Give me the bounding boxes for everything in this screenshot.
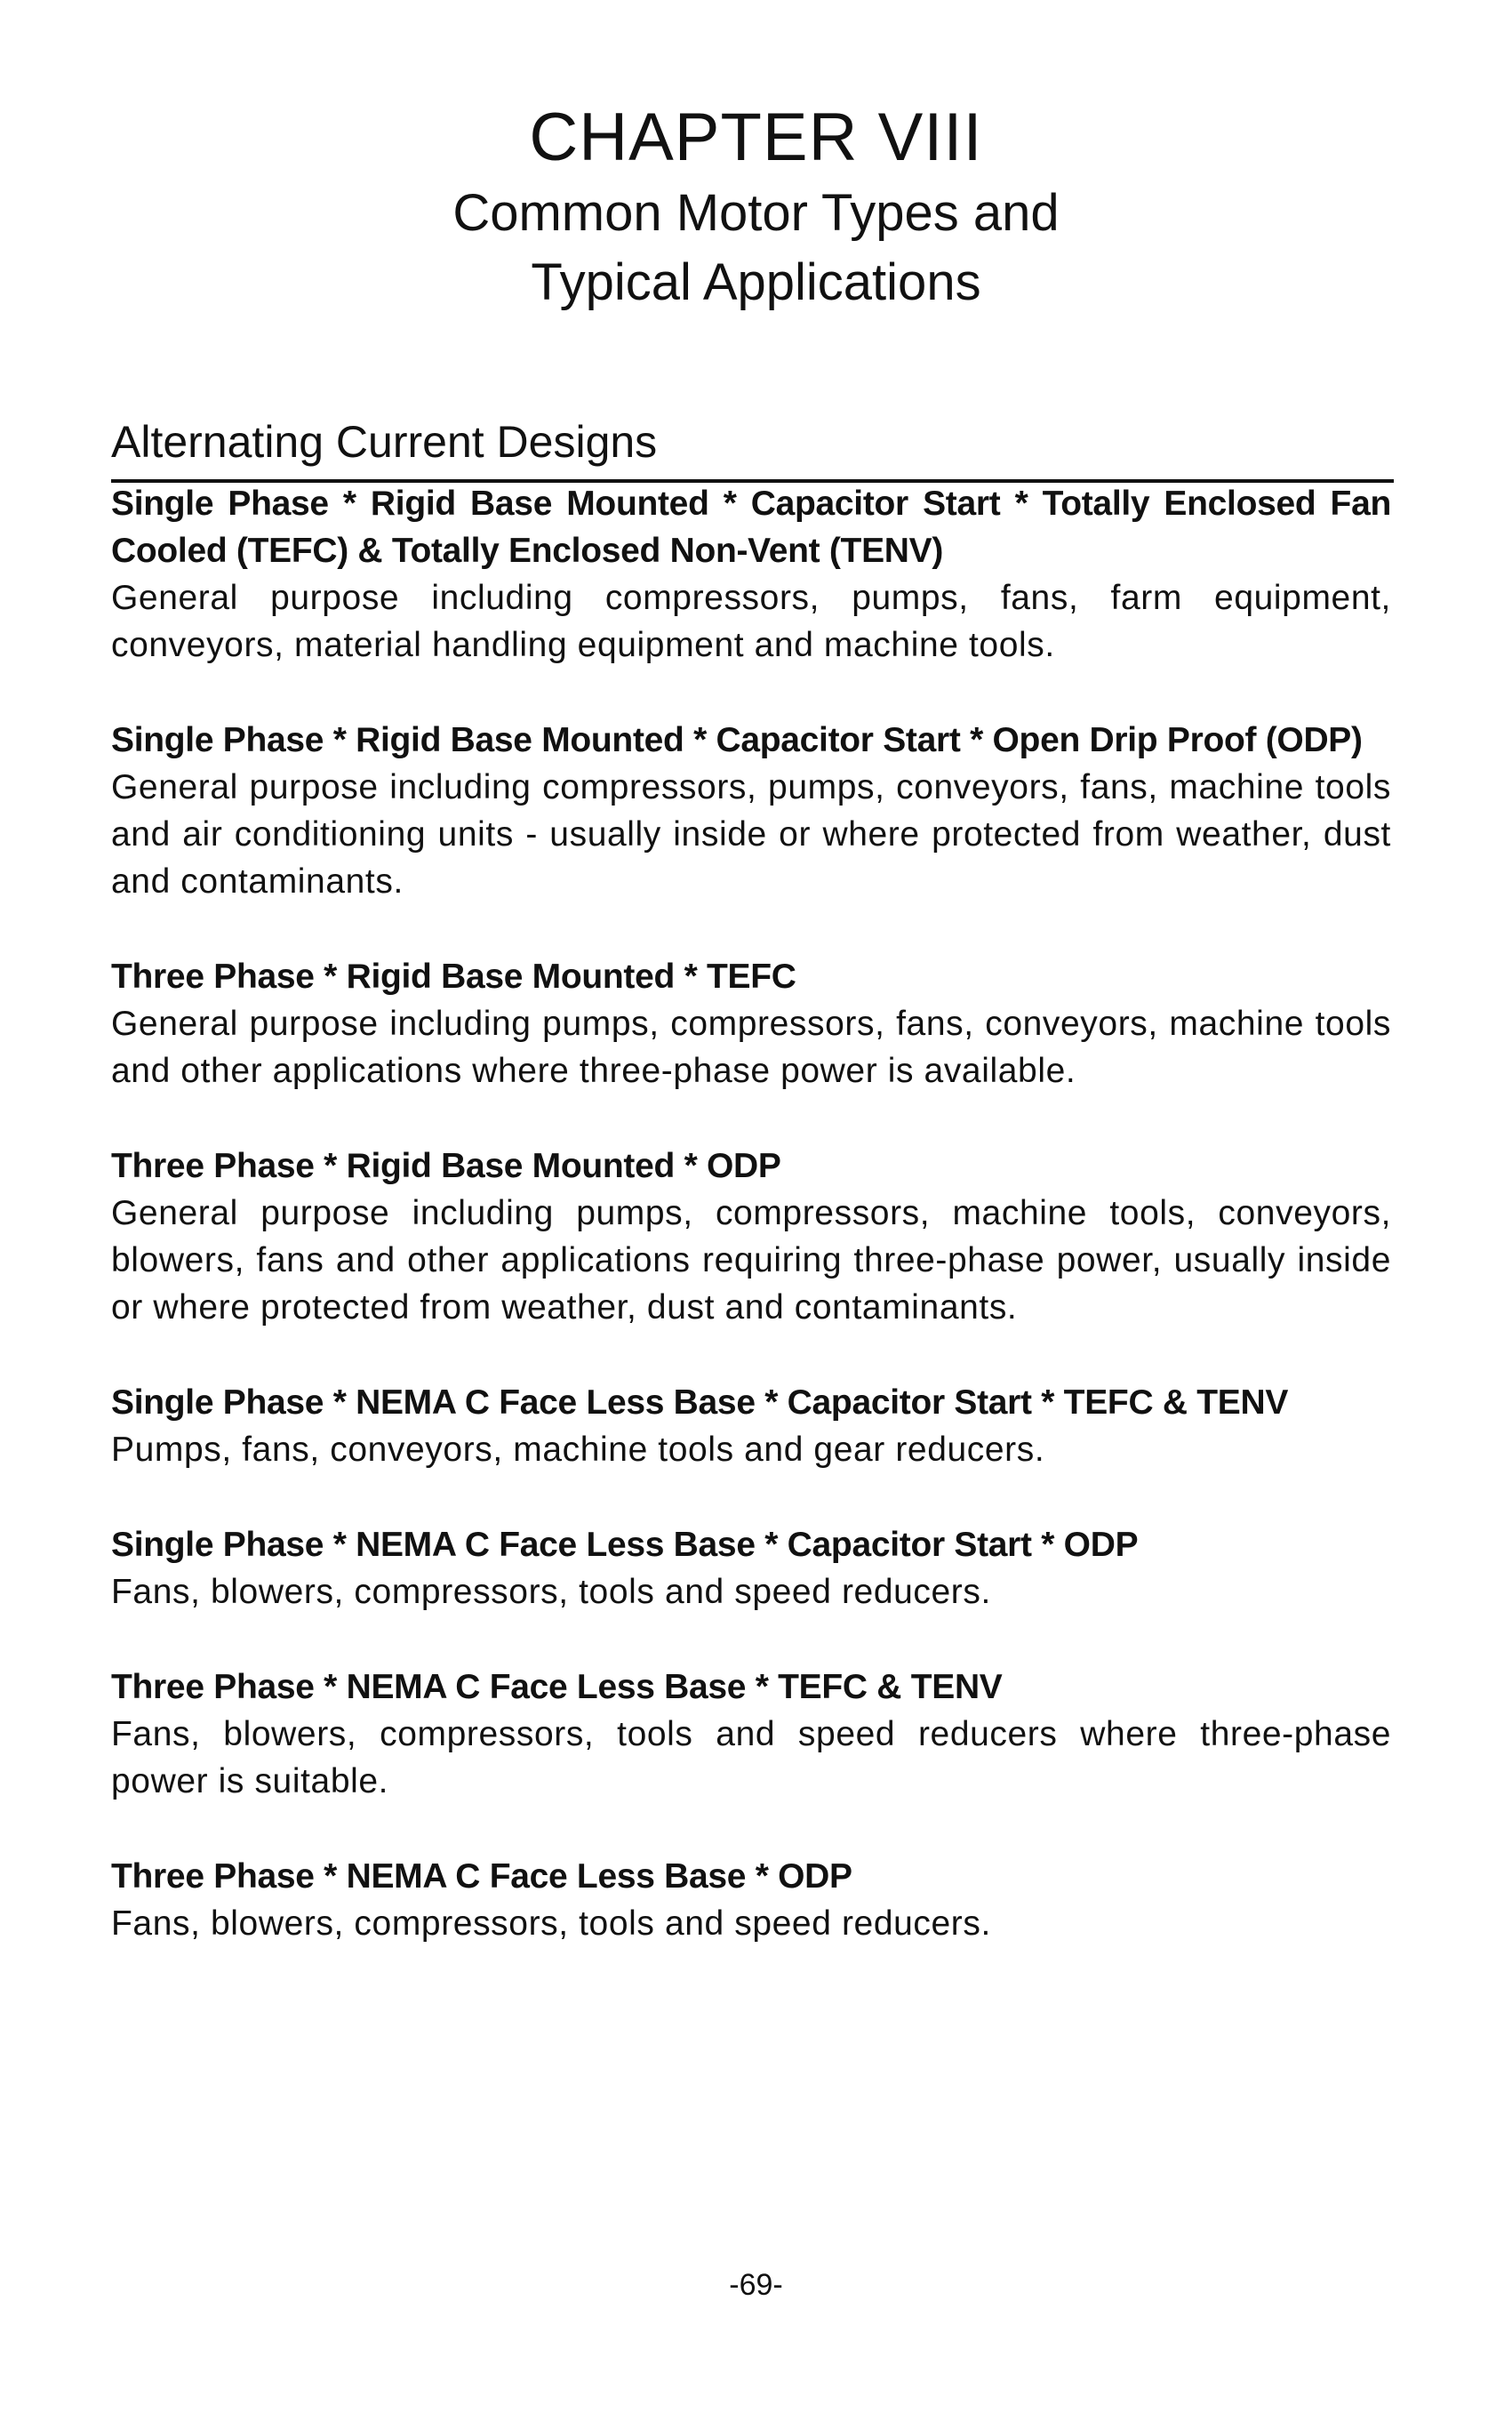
section-heading: Alternating Current Designs — [111, 415, 1394, 483]
motor-type-description: Fans, blowers, compressors, tools and speed reducers. — [111, 1573, 991, 1611]
chapter-title: CHAPTER VIII — [529, 100, 983, 175]
motor-type-entry — [111, 1663, 1391, 1805]
chapter-subtitle-line-2: Typical Applications — [531, 253, 981, 311]
motor-type-title: Single Phase * NEMA C Face Less Base * Capacitor Start * ODP — [111, 1526, 1139, 1564]
motor-type-entry — [111, 1379, 1391, 1473]
motor-type-title: Single Phase * Rigid Base Mounted * Capacitor Start * Totally Enclosed Fan Cooled (TEFC) & Totally Enclosed Non-Vent (TENV) — [111, 485, 1391, 570]
motor-type-description: General purpose including pumps, compressors, machine tools, conveyors, blowers, fans and other applications requiring three-phase power, usually inside or where protected from weather, dust and contaminants. — [111, 1194, 1391, 1327]
chapter-subtitle-line-1: Common Motor Types and — [452, 184, 1060, 242]
motor-type-title: Three Phase * Rigid Base Mounted * ODP — [111, 1147, 781, 1185]
page-number: -69- — [729, 2268, 783, 2302]
motor-type-entry — [111, 480, 1391, 669]
motor-type-entry — [111, 1142, 1391, 1331]
motor-type-description: General purpose including compressors, pumps, fans, farm equipment, conveyors, material handling equipment and machine tools. — [111, 579, 1391, 664]
motor-type-description: Fans, blowers, compressors, tools and speed reducers. — [111, 1904, 991, 1943]
motor-type-title: Three Phase * NEMA C Face Less Base * ODP — [111, 1857, 852, 1896]
motor-type-description: Fans, blowers, compressors, tools and speed reducers where three-phase power is suitable. — [111, 1715, 1391, 1800]
motor-type-title: Three Phase * NEMA C Face Less Base * TEFC & TENV — [111, 1668, 1003, 1706]
motor-type-entry — [111, 717, 1391, 905]
motor-type-title: Single Phase * NEMA C Face Less Base * Capacitor Start * TEFC & TENV — [111, 1383, 1289, 1422]
motor-type-title: Three Phase * Rigid Base Mounted * TEFC — [111, 958, 796, 996]
motor-type-title: Single Phase * Rigid Base Mounted * Capacitor Start * Open Drip Proof (ODP) — [111, 721, 1363, 759]
motor-type-description: General purpose including compressors, pumps, conveyors, fans, machine tools and air conditioning units - usually inside or where protected from weather, dust and contaminants. — [111, 768, 1391, 901]
motor-type-entry — [111, 953, 1391, 1094]
motor-type-description: General purpose including pumps, compressors, fans, conveyors, machine tools and other applications where three-phase power is available. — [111, 1005, 1391, 1090]
motor-type-entry — [111, 1521, 1391, 1615]
motor-type-description: Pumps, fans, conveyors, machine tools and gear reducers. — [111, 1431, 1045, 1469]
motor-type-entry — [111, 1853, 1391, 1947]
motor-type-list — [111, 480, 1391, 1995]
chapter-header — [0, 98, 1512, 317]
